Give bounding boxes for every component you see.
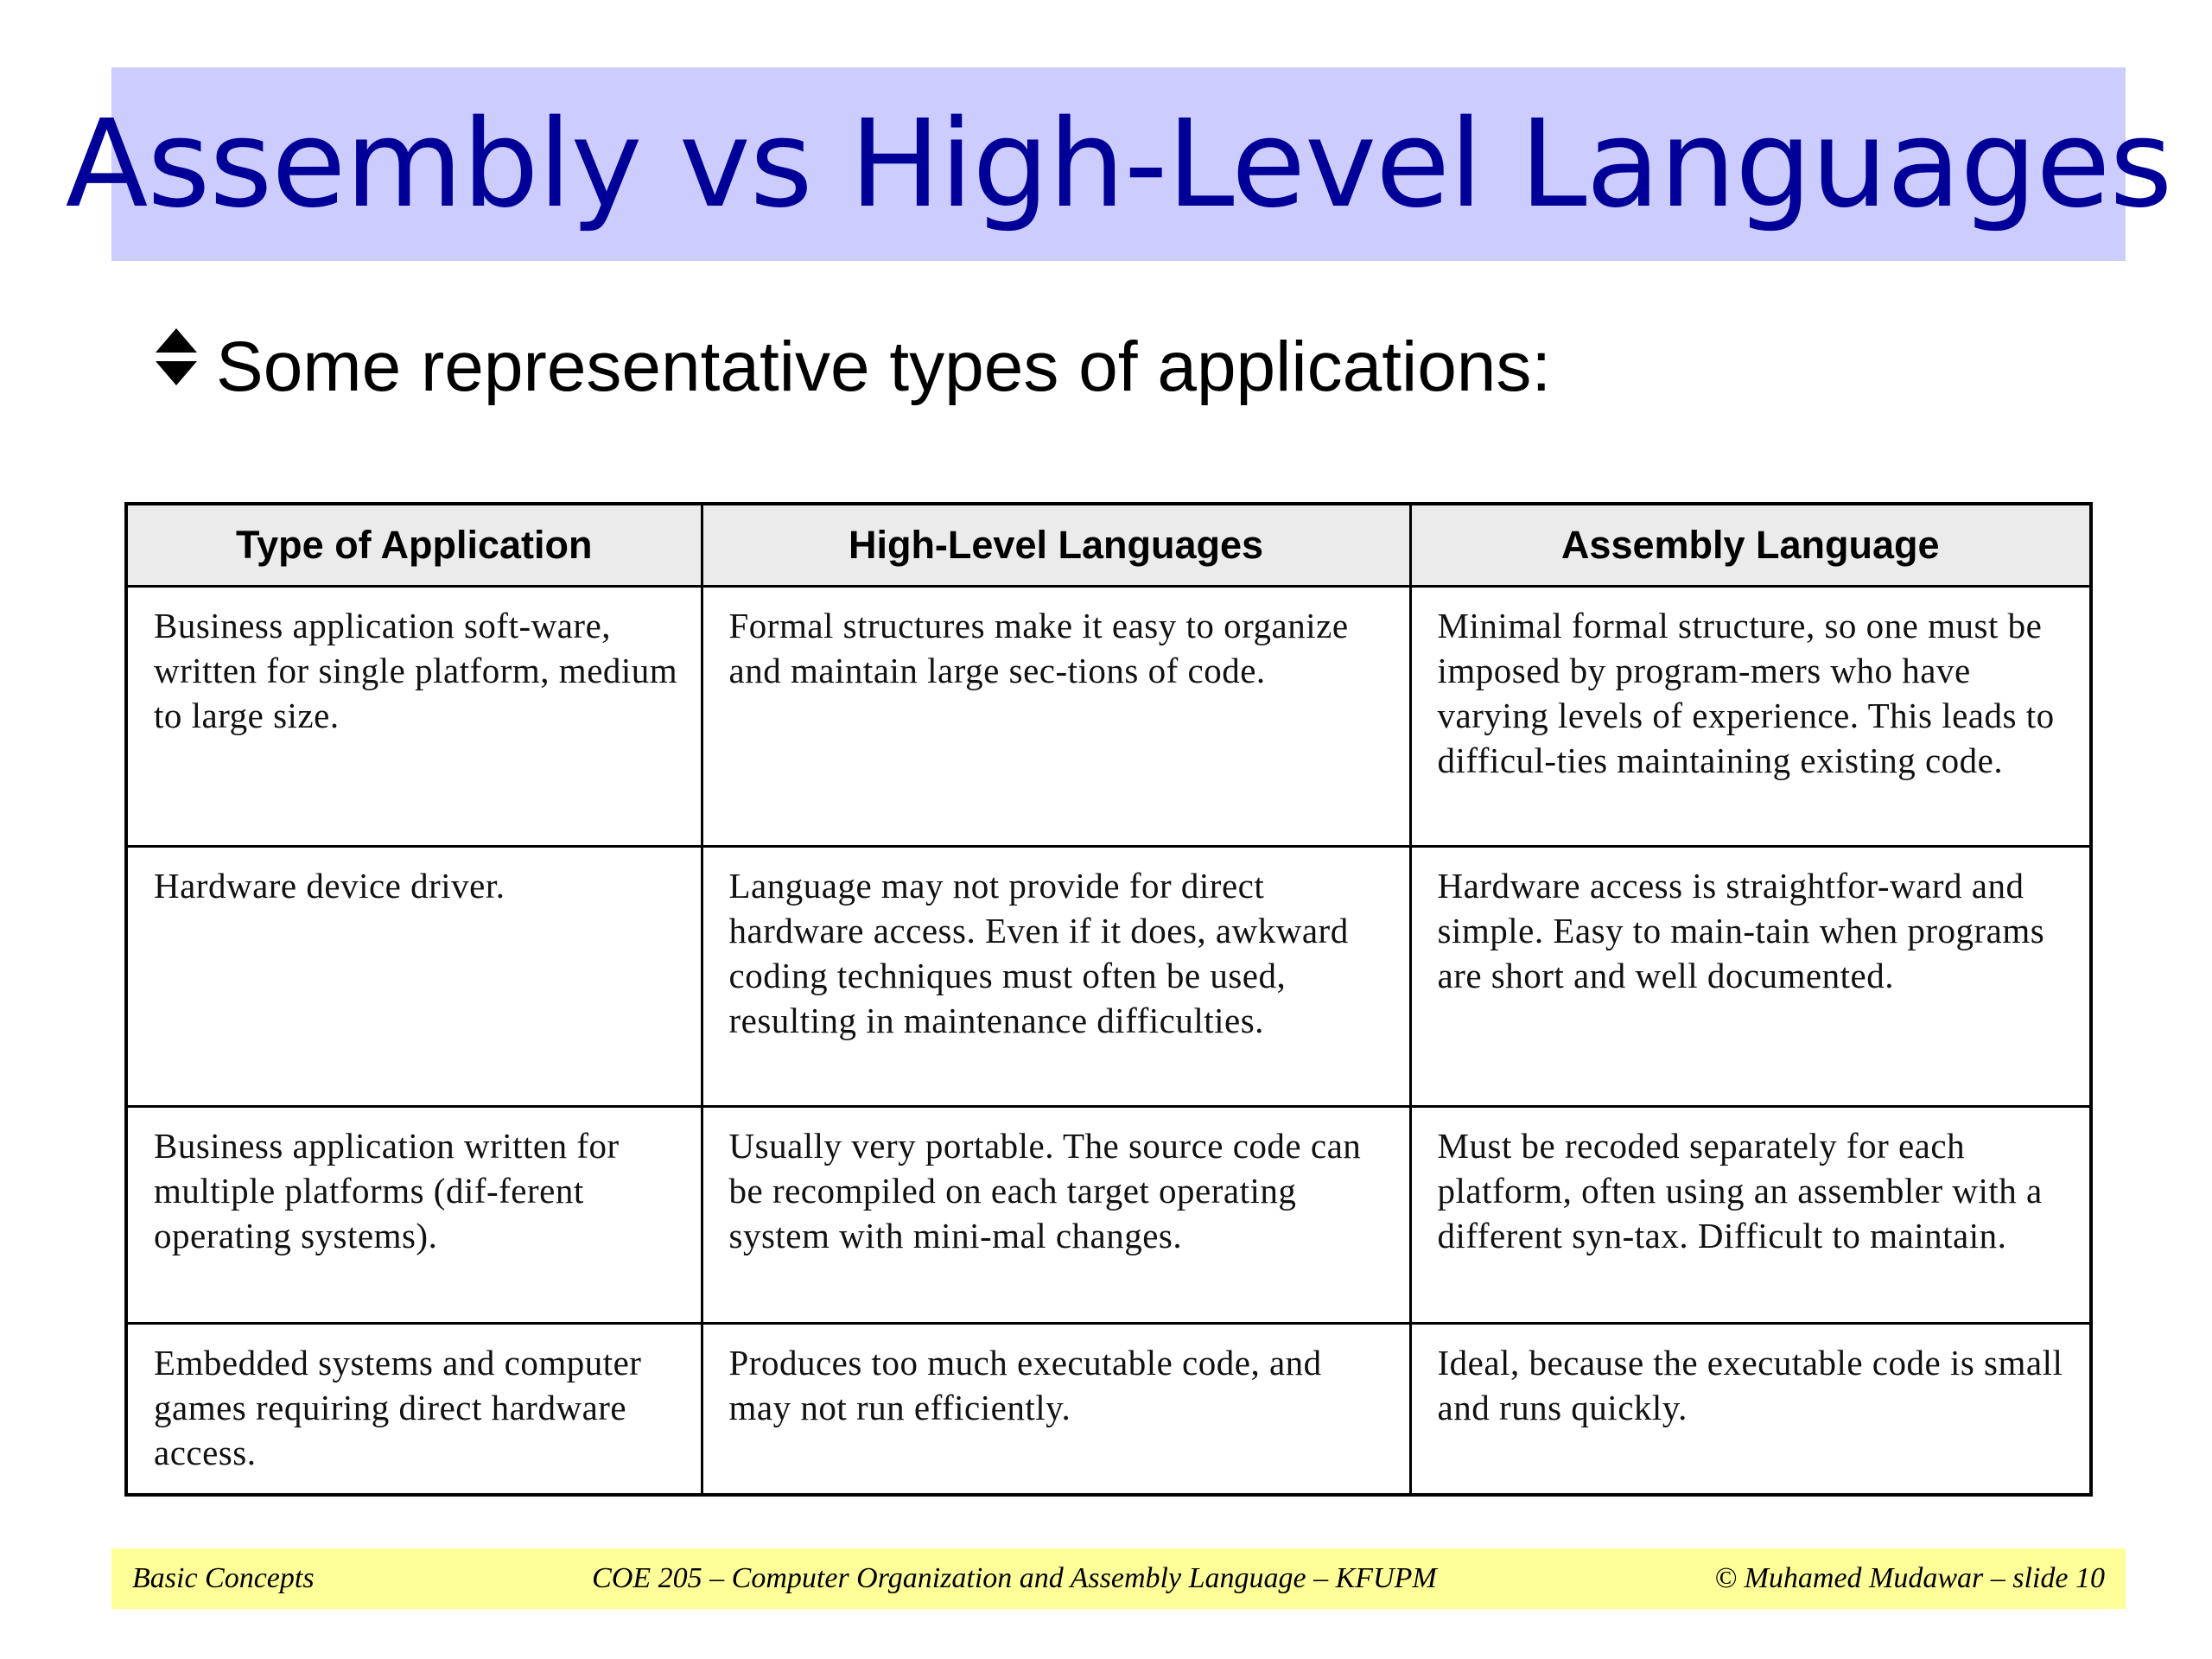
footer-right: © Muhamed Mudawar – slide 10 (1714, 1562, 2105, 1594)
bullet-line (152, 327, 1551, 408)
table-cell: Minimal formal structure, so one must be imposed by program-mers who have varying levels of experience. This leads to difficul-ties maintaining existing code. (1410, 587, 2091, 847)
table-cell: Usually very portable. The source code can be recompiled on each target operating system with mini-mal changes. (702, 1107, 1410, 1324)
table-cell: Embedded systems and computer games requiring direct hardware access. (126, 1324, 702, 1495)
header-assembly-language: Assembly Language (1410, 504, 2091, 587)
up-down-arrow-bullet-icon (152, 325, 200, 394)
table-cell: Hardware access is straightfor-ward and simple. Easy to main-tain when programs are short and well documented. (1410, 847, 2091, 1107)
title-band (65, 67, 2172, 261)
table-row (126, 587, 2091, 847)
slide-title: Assembly vs High-Level Languages (65, 93, 2172, 235)
table-row (126, 1107, 2091, 1324)
table-cell: Produces too much executable code, and may not run efficiently. (702, 1324, 1410, 1495)
applications-table (124, 502, 2093, 1497)
table-cell: Business application written for multiple platforms (dif-ferent operating systems). (126, 1107, 702, 1324)
table-cell: Ideal, because the executable code is small and runs quickly. (1410, 1324, 2091, 1495)
table-row (126, 847, 2091, 1107)
header-type-of-application: Type of Application (126, 504, 702, 587)
table-header-row (126, 504, 2091, 587)
table-cell: Hardware device driver. (126, 847, 702, 1107)
table-cell: Business application soft-ware, written for single platform, medium to large size. (126, 587, 702, 847)
footer-center: COE 205 – Computer Organization and Assembly Language – KFUPM (592, 1562, 1437, 1594)
table-cell: Formal structures make it easy to organize and maintain large sec-tions of code. (702, 587, 1410, 847)
header-high-level-languages: High-Level Languages (702, 504, 1410, 587)
table-cell: Must be recoded separately for each platform, often using an assembler with a different syn-tax. Difficult to maintain. (1410, 1107, 2091, 1324)
bullet-text: Some representative types of applications: (216, 327, 1552, 406)
footer-left: Basic Concepts (132, 1562, 315, 1594)
table-cell: Language may not provide for direct hardware access. Even if it does, awkward coding techniques must often be used, resulting in maintenance difficulties. (702, 847, 1410, 1107)
table-row (126, 1324, 2091, 1495)
footer-band (111, 1548, 2126, 1609)
